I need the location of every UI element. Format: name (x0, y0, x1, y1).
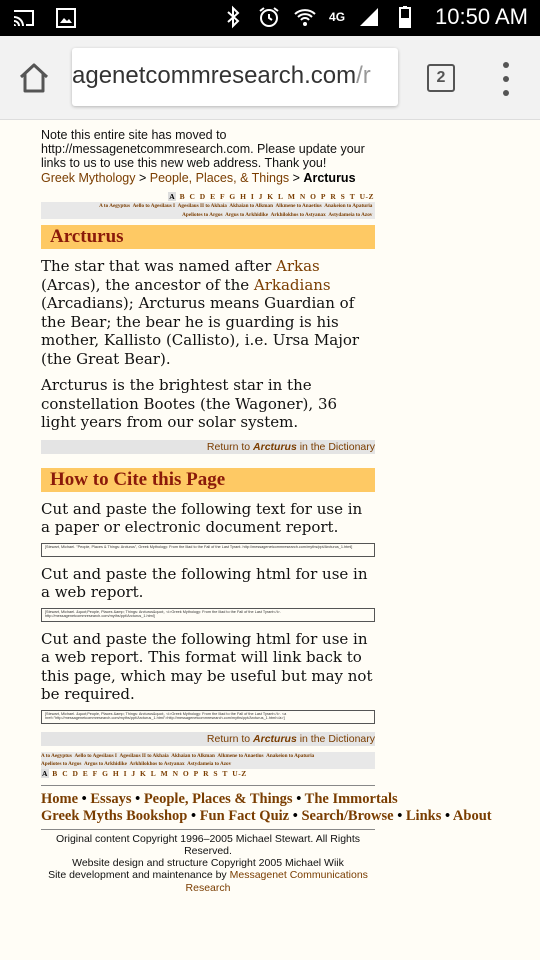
nav-link-about[interactable]: About (452, 807, 492, 824)
letter-link-s[interactable]: S (213, 768, 219, 778)
cite-instruction-html-link: Cut and paste the following html for use in a web report. This format will link back to this page, which may be useful but may not be required. (41, 629, 373, 703)
range-link-arkhilokhos-to-astyanax[interactable]: Arkhilokhos to Astyanax (129, 761, 185, 767)
range-link-astydameia-to-azov[interactable]: Astydameia to Azov (328, 211, 373, 218)
clock: 10:50 AM (435, 4, 528, 29)
letter-link-j[interactable]: J (131, 768, 136, 778)
nav-bullet: • (131, 790, 144, 807)
return-to-dictionary-link[interactable] (207, 441, 375, 453)
letter-link-l[interactable]: L (278, 192, 284, 201)
breadcrumb-current: Arcturus (303, 171, 356, 185)
nav-bullet: • (187, 807, 200, 824)
text-run: (Arcadians); Arcturus means Guardian of the Bear; the bear he is guarding is his mother, Kallisto (Callisto), i.e. Ursa Major (the Great Bear). (41, 294, 360, 368)
messagenet-link[interactable]: Messagenet Communications Research (185, 869, 368, 894)
letter-link-t[interactable]: T (222, 768, 228, 778)
nav-bullet: • (289, 807, 302, 824)
footer (41, 829, 375, 894)
letter-link-h[interactable]: H (112, 768, 120, 778)
alarm-icon (257, 5, 281, 29)
maintenance-line (41, 869, 375, 894)
tab-switcher-button[interactable]: 2 (427, 64, 455, 92)
range-link-arkhilokhos-to-astyanax[interactable]: Arkhilokhos to Astyanax (270, 211, 326, 218)
home-icon[interactable] (16, 60, 52, 96)
range-link-akhaian-to-alkman[interactable]: Akhaian to Alkman (229, 203, 273, 209)
letter-link-n[interactable]: N (299, 192, 306, 201)
text-run: in the Dictionary (296, 440, 375, 453)
range-index-row (41, 202, 375, 211)
cite-text-box[interactable]: [Stewart, Michael. "People, Places & Things: Arcturus", Greek Mythology: From the Iliad to the Fall of the Last Tyrant. http://messagenetcommresearch.com/myths/ppt/Arcturus_1.html] (41, 543, 375, 557)
letter-link-f[interactable]: F (219, 192, 226, 201)
breadcrumb-greek-mythology[interactable]: Greek Mythology (41, 171, 136, 185)
return-to-dictionary-link[interactable] (207, 733, 375, 745)
range-link-argus-to-arkhidike[interactable]: Argus to Arkhidike (83, 761, 127, 767)
letter-link-e[interactable]: E (210, 192, 216, 201)
range-index-row (41, 211, 375, 220)
letter-link-d[interactable]: D (72, 768, 79, 778)
browser-toolbar (0, 36, 540, 120)
nav-link-people-places-things[interactable]: People, Places & Things (143, 790, 293, 807)
letter-link-m[interactable]: M (287, 192, 296, 201)
range-index-row (41, 752, 375, 761)
range-link-apeliotes-to-argos[interactable]: Apeliotes to Argos (182, 211, 223, 218)
letter-link-u-z[interactable]: U-Z (359, 192, 374, 201)
cite-instruction-html: Cut and paste the following html for use in a web report. (41, 564, 368, 601)
url-text (72, 62, 371, 90)
status-bar (0, 0, 540, 36)
range-link-apeliotes-to-argos[interactable]: Apeliotes to Argos (41, 761, 82, 767)
letter-link-b[interactable]: B (52, 768, 58, 778)
text-run: Return to (206, 732, 254, 745)
image-icon (54, 6, 78, 30)
letter-link-p[interactable]: P (193, 768, 199, 778)
letter-link-r[interactable]: R (203, 768, 209, 778)
battery-icon (393, 5, 417, 29)
letter-link-a[interactable]: A (42, 768, 48, 778)
url-path: /r (356, 62, 371, 89)
nav-link-home[interactable]: Home (41, 790, 79, 807)
signal-icon (357, 5, 381, 29)
site-nav-row (41, 807, 492, 825)
nav-bullet: • (441, 807, 453, 824)
nav-bullet: • (78, 790, 91, 807)
breadcrumb-people-places-things[interactable]: People, Places, & Things (149, 171, 290, 185)
letter-link-s[interactable]: S (340, 192, 346, 201)
letter-link-c[interactable]: C (189, 192, 196, 201)
letter-link-o[interactable]: O (182, 768, 190, 778)
site-nav-row (41, 790, 398, 808)
nav-bullet: • (393, 807, 406, 824)
letter-link-n[interactable]: N (172, 768, 179, 778)
letter-link-e[interactable]: E (82, 768, 89, 778)
link-arkadians[interactable]: Arkadians (253, 275, 331, 294)
range-link-argus-to-arkhidike[interactable]: Argus to Arkhidike (225, 211, 269, 218)
letter-link-k[interactable]: K (140, 768, 147, 778)
article-paragraph-2: Arcturus is the brightest star in the constellation Bootes (the Wagoner), 36 light years from our solar system. (41, 376, 338, 431)
range-link-anakeion-to-apaturia[interactable]: Anakeion to Apaturia (266, 752, 315, 759)
nav-link-the-immortals[interactable]: The Immortals (304, 790, 398, 807)
letter-link-u-z[interactable]: U-Z (232, 768, 247, 778)
site-moved-notice: Note this entire site has moved to http://messagenetcommresearch.com. Please update your links to us to use this new web address. Thank you! (41, 128, 365, 170)
nav-bullet: • (292, 790, 305, 807)
letter-link-m[interactable]: M (160, 768, 169, 778)
url-domain: agenetcommresearch.com (72, 62, 357, 89)
letter-link-l[interactable]: L (150, 768, 157, 778)
breadcrumb-separator: > (289, 171, 304, 185)
range-link-agesilaus-ii-to-akhaia[interactable]: Agesilaus II to Akhaia (119, 752, 169, 759)
nav-link-essays[interactable]: Essays (90, 790, 132, 807)
link-arkas[interactable]: Arkas (276, 257, 320, 275)
text-run: Return to (206, 440, 254, 453)
cite-heading: How to Cite this Page (41, 468, 375, 492)
letter-link-b[interactable]: B (179, 192, 186, 201)
breadcrumb-separator: > (135, 171, 150, 185)
nav-link-greek-myths-bookshop[interactable]: Greek Myths Bookshop (41, 807, 188, 824)
nav-link-search-browse[interactable]: Search/Browse (301, 807, 394, 824)
letter-link-t[interactable]: T (349, 192, 356, 201)
range-link-a-to-aegyptus[interactable]: A to Aegyptus (41, 752, 72, 759)
divider (41, 785, 375, 786)
letter-index (41, 769, 375, 779)
cite-instruction-text: Cut and paste the following text for use in a paper or electronic document report. (41, 499, 363, 536)
design-copyright-line: Website design and structure Copyright 2005 Michael Wiik (72, 857, 344, 870)
letter-link-g[interactable]: G (229, 192, 236, 201)
range-link-aello-to-agesilaus-i[interactable]: Aello to Agesilaus I (132, 203, 176, 209)
range-link-akhaian-to-alkman[interactable]: Akhaian to Alkman (171, 752, 215, 759)
cast-icon (12, 6, 36, 30)
article-paragraph-1 (41, 257, 375, 368)
letter-link-f[interactable]: F (92, 768, 98, 778)
text-run: (Arcas), the ancestor of the (41, 275, 254, 294)
text-run: Site development and maintenance by (48, 869, 230, 882)
letter-link-d[interactable]: D (199, 192, 206, 201)
bluetooth-icon (221, 5, 245, 29)
text-run: The star that was named after (41, 257, 277, 275)
letter-link-i[interactable]: I (123, 768, 127, 778)
copyright-line: Original content Copyright 1996–2005 Michael Stewart. All Rights Reserved. (55, 832, 361, 857)
page-title: Arcturus (41, 225, 375, 249)
range-index-row (41, 760, 375, 769)
range-link-aello-to-agesilaus-i[interactable]: Aello to Agesilaus I (74, 752, 117, 759)
overflow-menu-icon[interactable] (494, 62, 518, 96)
letter-link-i[interactable]: I (250, 192, 255, 201)
letter-link-a[interactable]: A (169, 192, 176, 201)
alphabet-index-top (41, 192, 375, 219)
dictionary-term: Arcturus (253, 440, 297, 453)
range-link-agesilaus-ii-to-akhaia[interactable]: Agesilaus II to Akhaia (177, 203, 227, 209)
network-type: 4G (329, 10, 346, 24)
cite-html-link-box[interactable]: [Stewart, Michael. &quot;People, Places &amp; Things: Arcturus&quot;, <i>Greek Mythology: From the Iliad to the Fall of the Last Tyrant</i>. <a href="http://messagenetcommresearch.com/myths/ppt/Arcturus_1.html">http://messagenetcommresearch.com/myths/ppt/Arcturus_1.html</a>] (41, 710, 375, 724)
wifi-icon (293, 5, 317, 29)
text-run: in the Dictionary (296, 732, 375, 745)
dictionary-term: Arcturus (253, 732, 297, 745)
return-to-dictionary (41, 440, 375, 454)
letter-link-g[interactable]: G (102, 768, 109, 778)
return-to-dictionary (41, 732, 375, 746)
page-content (41, 128, 492, 894)
cite-html-box[interactable]: [Stewart, Michael. &quot;People, Places &amp; Things: Arcturus&quot;, <i>Greek Mythology: From the Iliad to the Fall of the Last Tyrant</i>. http://messagenetcommresearch.com/myths/ppt/Arcturus_1.html] (41, 608, 375, 622)
nav-link-links[interactable]: Links (405, 807, 442, 824)
letter-link-p[interactable]: P (320, 192, 326, 201)
range-link-astydameia-to-azov[interactable]: Astydameia to Azov (187, 761, 232, 767)
nav-link-fun-fact-quiz[interactable]: Fun Fact Quiz (199, 807, 290, 824)
letter-link-j[interactable]: J (258, 192, 263, 201)
range-link-anakeion-to-apaturia[interactable]: Anakeion to Apaturia (324, 203, 373, 209)
range-link-a-to-aegyptus[interactable]: A to Aegyptus (99, 203, 130, 209)
letter-link-h[interactable]: H (240, 192, 247, 201)
letter-link-k[interactable]: K (267, 192, 274, 201)
breadcrumb (41, 171, 375, 185)
letter-link-o[interactable]: O (310, 192, 317, 201)
alphabet-index-bottom (41, 752, 375, 779)
letter-index (41, 192, 375, 202)
address-bar[interactable] (72, 48, 398, 106)
letter-link-r[interactable]: R (330, 192, 337, 201)
site-nav (41, 790, 492, 825)
range-link-alkmene-to-anaetius[interactable]: Alkmene to Anaetius (217, 752, 264, 759)
letter-link-c[interactable]: C (62, 768, 69, 778)
range-link-alkmene-to-anaetius[interactable]: Alkmene to Anaetius (275, 203, 322, 209)
